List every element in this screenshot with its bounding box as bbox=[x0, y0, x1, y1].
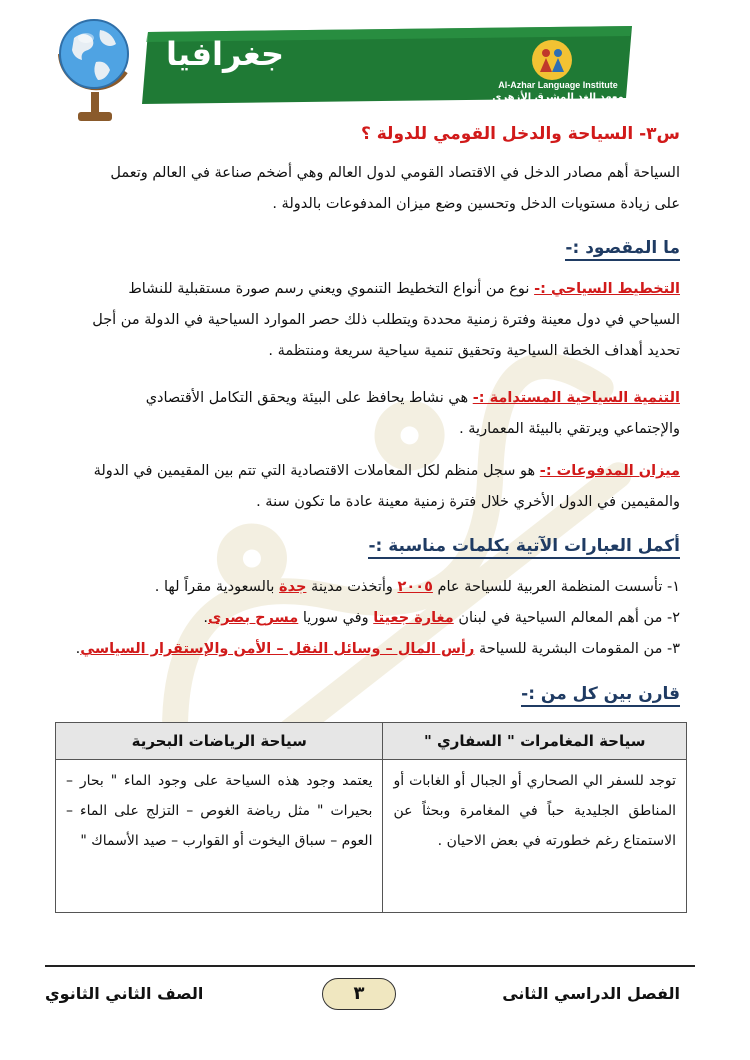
table-cell-safari: توجد للسفر الي الصحاري أو الجبال أو الغابات أو المناطق الجليدية حباً في المغامرة وبحثاً عن الاستمتاع رغم خطورته في بعض الاحيان . bbox=[383, 760, 687, 913]
globe-icon bbox=[48, 8, 138, 126]
list-item: ٢- من أهم المعالم السياحية في لبنان مغارة جعيتا وفي سوريا مسرح بصرى. bbox=[203, 610, 680, 626]
definition-text: تحديد أهداف الخطة السياحية وتحقيق تنمية سياحية سريعة ومنتظمة . bbox=[268, 343, 680, 359]
term-label: التنمية السياحية المستدامة :- bbox=[472, 390, 680, 406]
list-item: ١- تأسست المنظمة العربية للسياحة عام ٢٠٠٥ وأتخذت مدينة جدة بالسعودية مقراً لها . bbox=[154, 579, 680, 595]
institute-name-en: Al-Azhar Language Institute bbox=[498, 80, 618, 90]
term-label: ميزان المدفوعات :- bbox=[539, 463, 680, 479]
definition-text: هو سجل منظم لكل المعاملات الاقتصادية التي تتم بين المقيمين في الدولة bbox=[93, 463, 536, 479]
definition-tourism-planning bbox=[60, 274, 680, 367]
institute-name-ar: معهد الغد المشرق الأزهري bbox=[492, 92, 624, 103]
term-label: التخطيط السياحي :- bbox=[534, 281, 680, 297]
definition-sustainable-development bbox=[60, 383, 680, 445]
compare-heading: قارن بين كل من :- bbox=[521, 684, 680, 707]
complete-heading: أكمل العبارات الآتية بكلمات مناسبة :- bbox=[368, 536, 680, 559]
answer-text: رأس المال – وسائل النقل – الأمن والإستقرار السياسي bbox=[80, 641, 475, 657]
definition-balance-of-payments bbox=[60, 456, 680, 518]
question-paragraph bbox=[60, 158, 680, 220]
definition-text: والمقيمين في الدول الأخري خلال فترة زمنية معينة عادة ما تكون سنة . bbox=[256, 494, 680, 510]
list-item: ٣- من المقومات البشرية للسياحة رأس المال – وسائل النقل – الأمن والإستقرار السياسي. bbox=[75, 641, 680, 657]
complete-list bbox=[60, 572, 680, 665]
definition-text: السياحي في دول معينة وفترة زمنية محددة ويتطلب ذلك حصر الموارد السياحية في الدولة من أجل bbox=[92, 312, 680, 328]
question-title: س٣- السياحة والدخل القومي للدولة ؟ bbox=[360, 124, 680, 144]
answer-text: ٢٠٠٥ bbox=[397, 579, 433, 595]
answer-text: مغارة جعيتا bbox=[373, 610, 454, 626]
institute-logo bbox=[530, 38, 574, 82]
table-header-water-sports: سياحة الرياضات البحرية bbox=[56, 723, 383, 760]
answer-text: مسرح بصرى bbox=[207, 610, 299, 626]
paragraph-line: السياحة أهم مصادر الدخل في الاقتصاد القومي لدول العالم وهي أضخم صناعة في العالم وتعمل bbox=[110, 165, 680, 181]
definition-text: نوع من أنواع التخطيط التنموي ويعني رسم صورة مستقبلية للنشاط bbox=[128, 281, 530, 297]
footer-grade: الصف الثاني الثانوي bbox=[45, 984, 204, 1003]
definitions-heading: ما المقصود :- bbox=[565, 238, 680, 261]
table-row bbox=[56, 760, 687, 913]
answer-text: جدة bbox=[279, 579, 307, 595]
definition-text: هي نشاط يحافظ على البيئة ويحقق التكامل الأقتصادي bbox=[145, 390, 469, 406]
subject-title: جغرافيا bbox=[165, 35, 285, 73]
footer-term: الفصل الدراسي الثانى bbox=[502, 984, 680, 1003]
page-number: ٣ bbox=[322, 978, 396, 1010]
definition-text: والإجتماعي ويرتقي بالبيئة المعمارية . bbox=[459, 421, 680, 437]
table-header-safari: سياحة المغامرات " السفاري " bbox=[383, 723, 687, 760]
table-header-row bbox=[56, 723, 687, 760]
table-cell-water-sports: يعتمد وجود هذه السياحة على وجود الماء " بحار – بحيرات " مثل رياضة الغوص – التزلج على الماء – العوم – سباق اليخوت أو القوارب – صيد الأسماك " bbox=[56, 760, 383, 913]
footer-divider bbox=[45, 965, 695, 967]
comparison-table bbox=[55, 722, 687, 913]
paragraph-line: على زيادة مستويات الدخل وتحسين وضع ميزان المدفوعات بالدولة . bbox=[272, 196, 680, 212]
